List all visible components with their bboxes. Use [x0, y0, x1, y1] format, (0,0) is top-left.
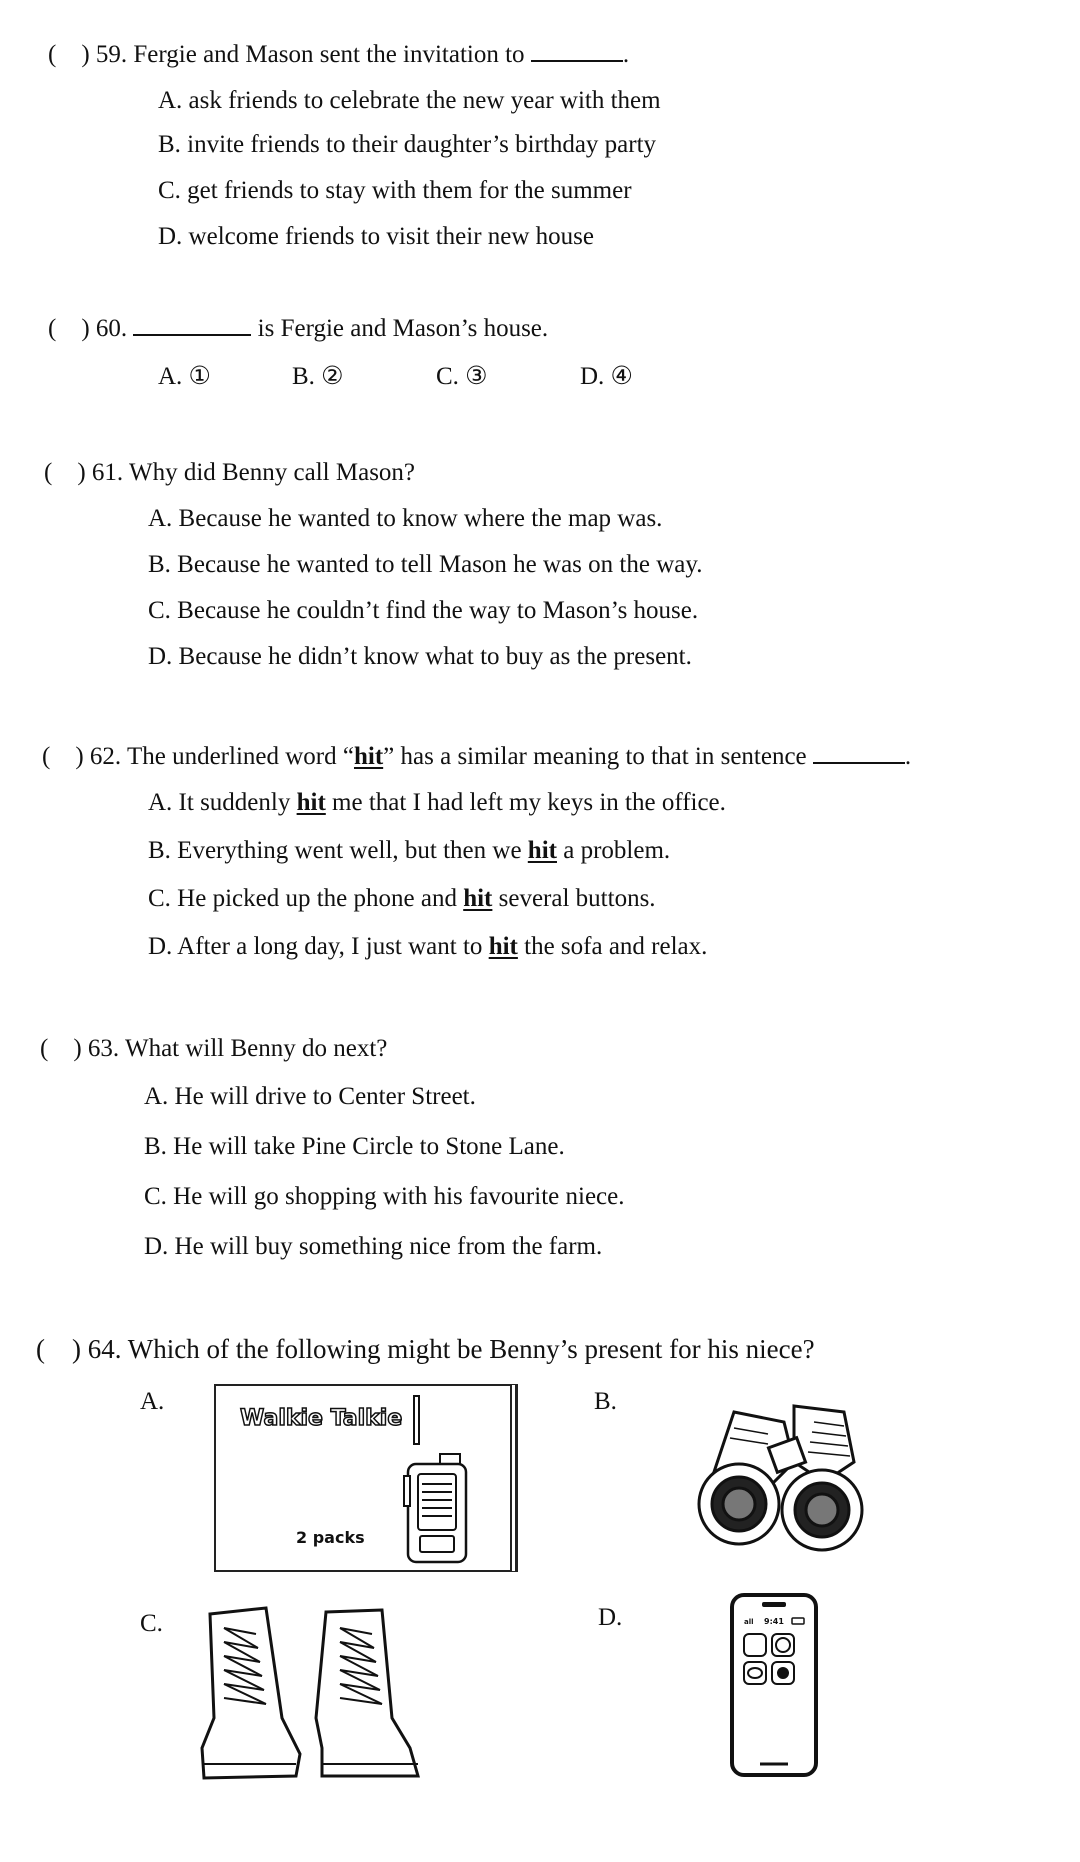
option-62-d[interactable]: D. After a long day, I just want to hit the sofa and relax.	[148, 933, 708, 960]
boots-icon[interactable]	[196, 1598, 428, 1788]
question-number: 61.	[91, 459, 124, 486]
answer-blank[interactable]	[813, 740, 905, 764]
question-stem: What will Benny do next?	[124, 1035, 388, 1062]
option-59-d[interactable]: D. welcome friends to visit their new house	[158, 223, 595, 250]
option-62-c[interactable]: C. He picked up the phone and hit several buttons.	[148, 885, 656, 912]
walkie-talkie-packs: 2 packs	[296, 1528, 365, 1547]
option-63-d[interactable]: D. He will buy something nice from the farm.	[144, 1233, 603, 1260]
question-64: ( ) 64. Which of the following might be Benny’s present for his niece?	[36, 1334, 815, 1364]
underlined-word: hit	[353, 743, 384, 770]
walkie-talkie-icon	[402, 1394, 482, 1566]
option-64-b-label[interactable]: B.	[594, 1388, 617, 1415]
answer-blank[interactable]	[133, 312, 251, 336]
answer-paren-close: )	[81, 41, 90, 68]
question-60: ( ) 60. is Fergie and Mason’s house.	[48, 312, 548, 344]
option-59-b[interactable]: B. invite friends to their daughter’s birthday party	[158, 131, 657, 158]
question-stem: Why did Benny call Mason?	[128, 459, 416, 486]
option-60-a[interactable]: A. ①	[158, 363, 211, 390]
smartphone-icon[interactable]	[728, 1592, 820, 1778]
question-number: 63.	[87, 1035, 120, 1062]
walkie-talkie-title: Walkie Talkie	[240, 1406, 403, 1431]
option-62-a[interactable]: A. It suddenly hit me that I had left my keys in the office.	[148, 789, 726, 816]
walkie-talkie-box[interactable]	[214, 1384, 512, 1572]
option-61-c[interactable]: C. Because he couldn’t find the way to Mason’s house.	[148, 597, 699, 624]
option-61-d[interactable]: D. Because he didn’t know what to buy as the present.	[148, 643, 692, 670]
option-62-b[interactable]: B. Everything went well, but then we hit a problem.	[148, 837, 671, 864]
question-number: 64.	[87, 1334, 122, 1364]
option-61-b[interactable]: B. Because he wanted to tell Mason he was on the way.	[148, 551, 703, 578]
option-60-c[interactable]: C. ③	[436, 363, 488, 390]
answer-blank[interactable]	[531, 38, 623, 62]
question-number: 59.	[95, 41, 128, 68]
question-59: ( ) 59. Fergie and Mason sent the invitation to .	[48, 38, 629, 70]
option-63-b[interactable]: B. He will take Pine Circle to Stone Lane.	[144, 1133, 565, 1160]
question-62: ( ) 62. The underlined word “hit” has a similar meaning to that in sentence .	[42, 740, 911, 772]
option-64-a-label[interactable]: A.	[140, 1388, 165, 1415]
question-63: ( ) 63. What will Benny do next?	[40, 1035, 388, 1062]
option-59-a[interactable]: A. ask friends to celebrate the new year with them	[158, 87, 661, 114]
option-64-d-label[interactable]: D.	[598, 1604, 623, 1631]
question-stem: Which of the following might be Benny’s present for his niece?	[127, 1334, 815, 1364]
option-64-c-label[interactable]: C.	[140, 1610, 163, 1637]
option-59-c[interactable]: C. get friends to stay with them for the summer	[158, 177, 632, 204]
question-stem: is Fergie and Mason’s house.	[257, 315, 549, 342]
question-number: 62.	[89, 743, 122, 770]
option-63-a[interactable]: A. He will drive to Center Street.	[144, 1083, 476, 1110]
question-stem: Fergie and Mason sent the invitation to	[133, 41, 525, 68]
question-number: 60.	[95, 315, 128, 342]
answer-paren-open: (	[48, 41, 57, 68]
option-60-d[interactable]: D. ④	[580, 363, 633, 390]
option-60-b[interactable]: B. ②	[292, 363, 344, 390]
svg-text:all: all	[744, 1618, 754, 1626]
question-61: ( ) 61. Why did Benny call Mason?	[44, 459, 416, 486]
option-61-a[interactable]: A. Because he wanted to know where the map was.	[148, 505, 663, 532]
phone-time: 9:41	[764, 1617, 784, 1626]
binoculars-icon[interactable]	[694, 1392, 872, 1560]
option-63-c[interactable]: C. He will go shopping with his favourite niece.	[144, 1183, 625, 1210]
